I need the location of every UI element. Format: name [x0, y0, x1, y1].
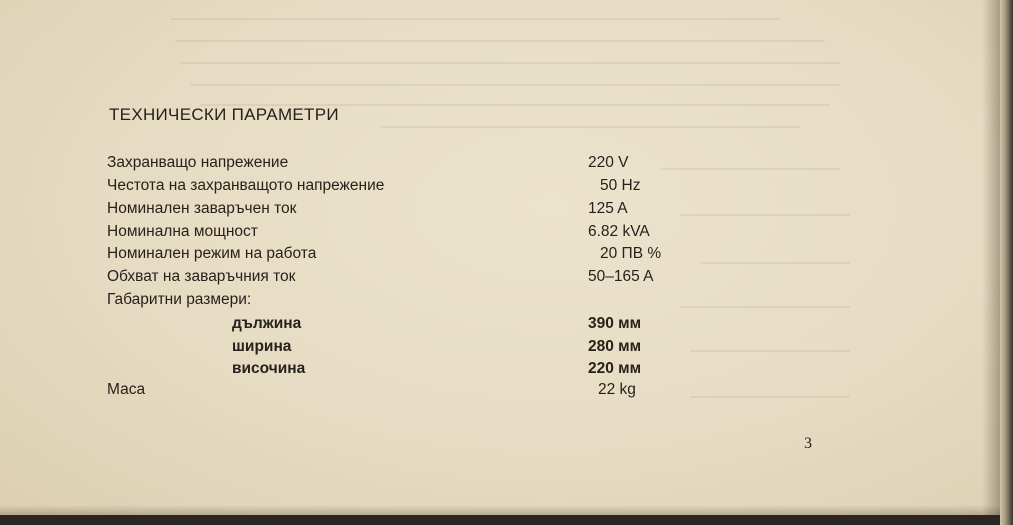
page-number: 3 — [804, 435, 812, 452]
param-label: Номинален заваръчен ток — [107, 200, 297, 217]
bleed-through-line — [190, 84, 840, 86]
param-label: Обхват на заваръчния ток — [107, 268, 296, 285]
param-value: 6.82 kVA — [588, 223, 650, 240]
dimension-label: дължина — [232, 315, 302, 332]
bleed-through-line — [700, 262, 850, 264]
bleed-through-line — [690, 350, 850, 352]
param-value: 50–165 A — [588, 268, 654, 285]
bleed-through-line — [380, 126, 800, 128]
bleed-through-line — [180, 62, 840, 64]
param-label: Захранващо напрежение — [107, 154, 289, 171]
booklet-spine — [1000, 0, 1013, 525]
dimension-label: височина — [232, 360, 306, 377]
param-label: Габаритни размери: — [107, 291, 252, 308]
mass-value: 22 kg — [598, 381, 636, 398]
param-label: Честота на захранващото напрежение — [107, 177, 385, 194]
page-bottom-shadow — [0, 505, 1000, 515]
bleed-through-line — [170, 18, 780, 20]
page-edge-shadow — [982, 0, 1000, 515]
bleed-through-line — [660, 168, 840, 170]
dimension-value: 220 мм — [588, 360, 642, 377]
param-value: 20 ПВ % — [600, 245, 662, 262]
param-value: 220 V — [588, 154, 629, 171]
bleed-through-line — [680, 214, 850, 216]
param-value: 125 A — [588, 200, 628, 217]
bleed-through-line — [680, 306, 850, 308]
bleed-through-line — [175, 40, 825, 42]
param-label: Номинална мощност — [107, 223, 258, 240]
page-title: ТЕХНИЧЕСКИ ПАРАМЕТРИ — [109, 105, 339, 124]
mass-label: Маса — [107, 381, 146, 398]
bleed-through-line — [690, 396, 850, 398]
param-value: 50 Hz — [600, 177, 641, 194]
dimension-value: 280 мм — [588, 338, 642, 355]
dimension-label: ширина — [232, 338, 292, 355]
param-label: Номинален режим на работа — [107, 245, 317, 262]
dimension-value: 390 мм — [588, 315, 642, 332]
